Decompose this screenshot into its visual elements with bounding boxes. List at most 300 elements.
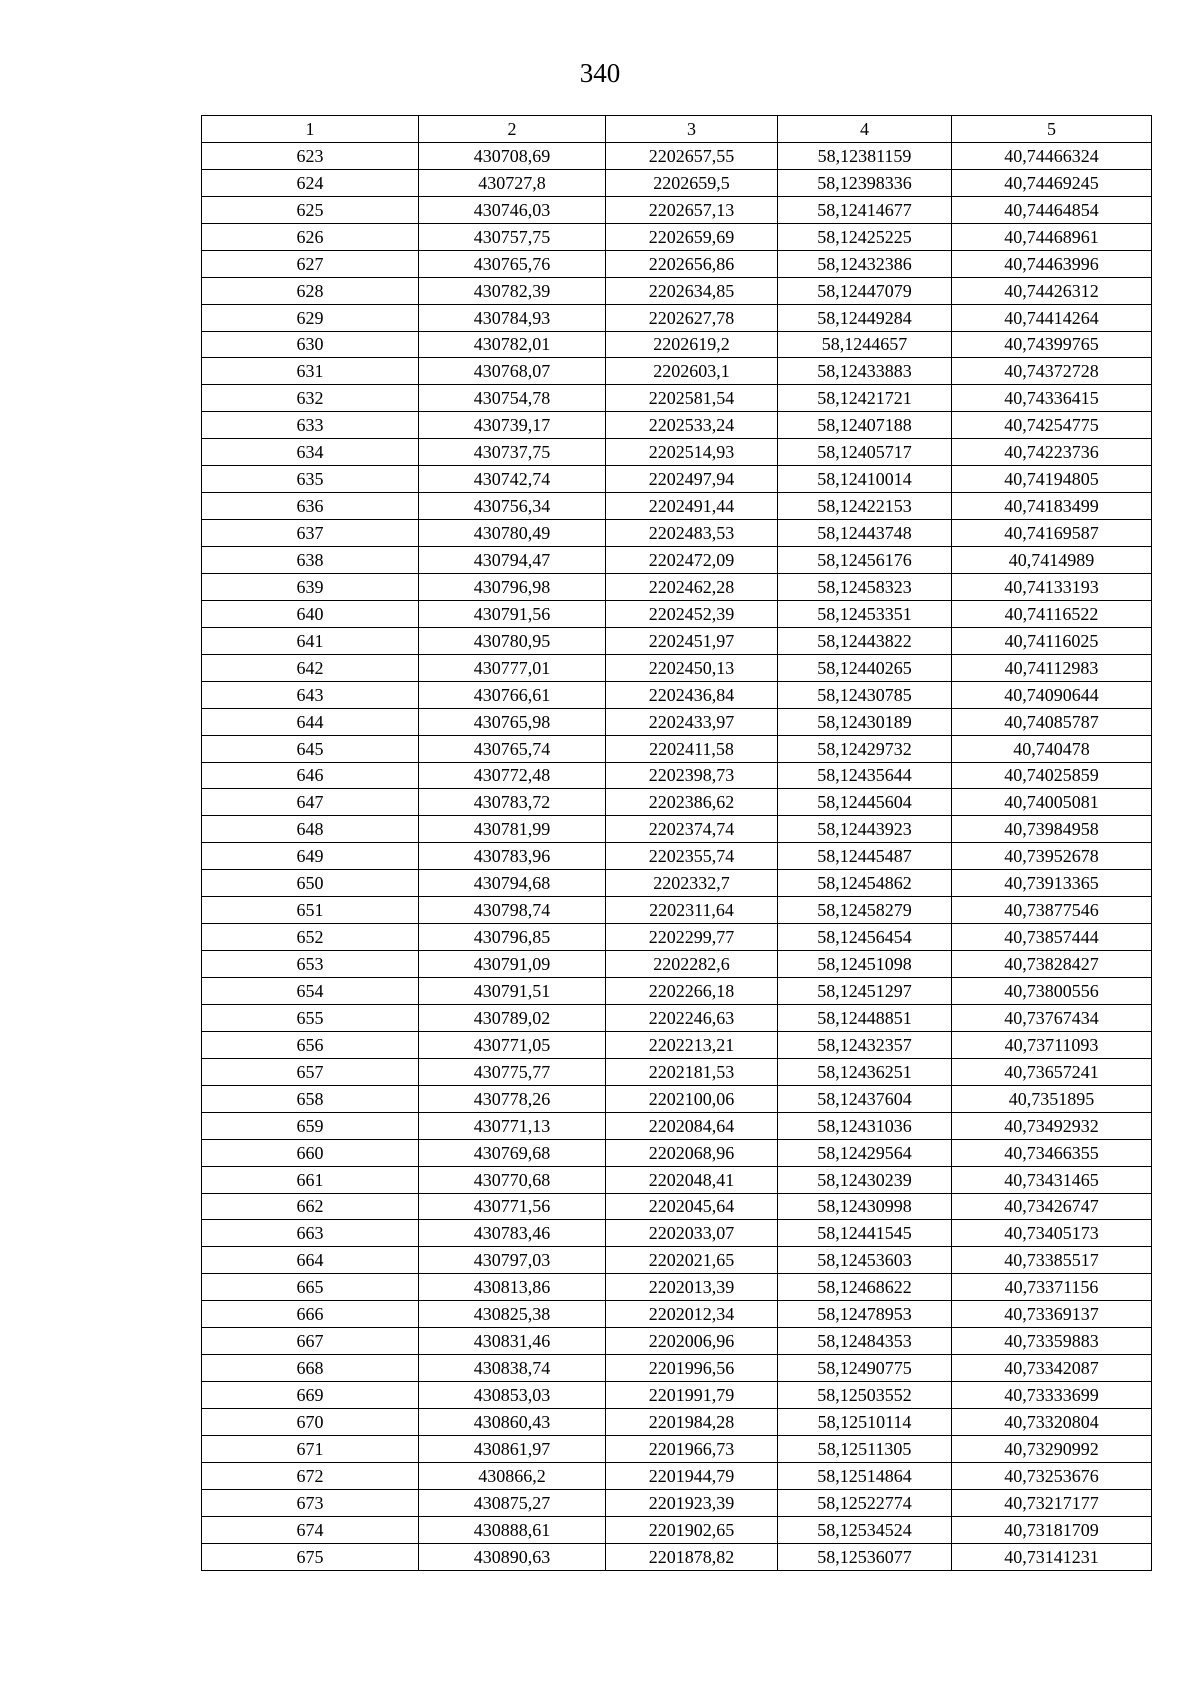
table-cell: 2202045,64 bbox=[606, 1193, 778, 1220]
header-cell-5: 5 bbox=[952, 116, 1152, 143]
table-cell: 2202246,63 bbox=[606, 1004, 778, 1031]
table-cell: 651 bbox=[202, 897, 419, 924]
table-cell: 645 bbox=[202, 735, 419, 762]
table-cell: 430789,02 bbox=[419, 1004, 606, 1031]
table-cell: 661 bbox=[202, 1166, 419, 1193]
table-cell: 627 bbox=[202, 250, 419, 277]
table-cell: 2202483,53 bbox=[606, 520, 778, 547]
table-row bbox=[202, 1139, 1152, 1166]
table-cell: 58,12405717 bbox=[778, 439, 952, 466]
table-cell: 40,73371156 bbox=[952, 1274, 1152, 1301]
table-cell: 430784,93 bbox=[419, 304, 606, 331]
table-cell: 58,12468622 bbox=[778, 1274, 952, 1301]
table-cell: 430737,75 bbox=[419, 439, 606, 466]
table-cell: 40,74426312 bbox=[952, 277, 1152, 304]
table-cell: 40,73320804 bbox=[952, 1409, 1152, 1436]
table-cell: 58,12425225 bbox=[778, 223, 952, 250]
table-cell: 659 bbox=[202, 1112, 419, 1139]
table-cell: 656 bbox=[202, 1031, 419, 1058]
table-cell: 430794,68 bbox=[419, 870, 606, 897]
table-cell: 58,12445604 bbox=[778, 789, 952, 816]
table-cell: 58,12398336 bbox=[778, 169, 952, 196]
table-cell: 633 bbox=[202, 412, 419, 439]
table-cell: 40,73359883 bbox=[952, 1328, 1152, 1355]
table-cell: 2202659,69 bbox=[606, 223, 778, 250]
table-cell: 430777,01 bbox=[419, 654, 606, 681]
table-cell: 2202472,09 bbox=[606, 547, 778, 574]
table-cell: 2202084,64 bbox=[606, 1112, 778, 1139]
table-cell: 658 bbox=[202, 1085, 419, 1112]
table-cell: 653 bbox=[202, 951, 419, 978]
table-cell: 40,74116025 bbox=[952, 627, 1152, 654]
table-cell: 58,12453351 bbox=[778, 600, 952, 627]
table-cell: 670 bbox=[202, 1409, 419, 1436]
table-cell: 430771,05 bbox=[419, 1031, 606, 1058]
table-cell: 638 bbox=[202, 547, 419, 574]
table-cell: 40,74090644 bbox=[952, 681, 1152, 708]
table-cell: 58,12448851 bbox=[778, 1004, 952, 1031]
table-cell: 2202659,5 bbox=[606, 169, 778, 196]
table-cell: 40,74336415 bbox=[952, 385, 1152, 412]
table-row bbox=[202, 951, 1152, 978]
table-cell: 58,12381159 bbox=[778, 142, 952, 169]
table-cell: 2201984,28 bbox=[606, 1409, 778, 1436]
table-cell: 40,73253676 bbox=[952, 1462, 1152, 1489]
table-cell: 430768,07 bbox=[419, 358, 606, 385]
table-cell: 2202656,86 bbox=[606, 250, 778, 277]
table-cell: 58,12440265 bbox=[778, 654, 952, 681]
table-row bbox=[202, 1382, 1152, 1409]
table-cell: 40,74414264 bbox=[952, 304, 1152, 331]
table-cell: 669 bbox=[202, 1382, 419, 1409]
table-cell: 40,73711093 bbox=[952, 1031, 1152, 1058]
table-cell: 626 bbox=[202, 223, 419, 250]
table-cell: 430797,03 bbox=[419, 1247, 606, 1274]
table-row bbox=[202, 843, 1152, 870]
table-cell: 40,73657241 bbox=[952, 1058, 1152, 1085]
table-row bbox=[202, 1328, 1152, 1355]
table-cell: 667 bbox=[202, 1328, 419, 1355]
table-cell: 2202181,53 bbox=[606, 1058, 778, 1085]
table-cell: 40,74112983 bbox=[952, 654, 1152, 681]
table-cell: 40,73877546 bbox=[952, 897, 1152, 924]
table-cell: 40,74399765 bbox=[952, 331, 1152, 358]
table-cell: 2202603,1 bbox=[606, 358, 778, 385]
table-cell: 40,73800556 bbox=[952, 978, 1152, 1005]
table-cell: 2202100,06 bbox=[606, 1085, 778, 1112]
table-cell: 58,12503552 bbox=[778, 1382, 952, 1409]
table-cell: 2202452,39 bbox=[606, 600, 778, 627]
table-cell: 58,12458279 bbox=[778, 897, 952, 924]
table-row bbox=[202, 1058, 1152, 1085]
table-cell: 40,73984958 bbox=[952, 816, 1152, 843]
table-cell: 671 bbox=[202, 1435, 419, 1462]
table-cell: 430746,03 bbox=[419, 196, 606, 223]
table-row bbox=[202, 1301, 1152, 1328]
table-row bbox=[202, 708, 1152, 735]
table-cell: 2202311,64 bbox=[606, 897, 778, 924]
table-cell: 58,12536077 bbox=[778, 1543, 952, 1570]
table-row bbox=[202, 573, 1152, 600]
table-cell: 430861,97 bbox=[419, 1435, 606, 1462]
table-cell: 430813,86 bbox=[419, 1274, 606, 1301]
table-cell: 58,12436251 bbox=[778, 1058, 952, 1085]
table-cell: 58,12447079 bbox=[778, 277, 952, 304]
table-cell: 430782,01 bbox=[419, 331, 606, 358]
table-cell: 655 bbox=[202, 1004, 419, 1031]
table-cell: 2202433,97 bbox=[606, 708, 778, 735]
table-cell: 2202068,96 bbox=[606, 1139, 778, 1166]
table-cell: 641 bbox=[202, 627, 419, 654]
table-cell: 2202634,85 bbox=[606, 277, 778, 304]
table-cell: 430838,74 bbox=[419, 1355, 606, 1382]
table-cell: 58,12430785 bbox=[778, 681, 952, 708]
table-cell: 2201944,79 bbox=[606, 1462, 778, 1489]
table-cell: 40,73492932 bbox=[952, 1112, 1152, 1139]
table-cell: 430853,03 bbox=[419, 1382, 606, 1409]
table-cell: 2202374,74 bbox=[606, 816, 778, 843]
table-row bbox=[202, 1247, 1152, 1274]
table-cell: 640 bbox=[202, 600, 419, 627]
table-cell: 58,12510114 bbox=[778, 1409, 952, 1436]
table-cell: 58,12433883 bbox=[778, 358, 952, 385]
table-cell: 2202033,07 bbox=[606, 1220, 778, 1247]
table-cell: 58,12445487 bbox=[778, 843, 952, 870]
table-cell: 58,12514864 bbox=[778, 1462, 952, 1489]
table-row bbox=[202, 1435, 1152, 1462]
table-cell: 40,74025859 bbox=[952, 762, 1152, 789]
table-cell: 58,12511305 bbox=[778, 1435, 952, 1462]
table-cell: 2201902,65 bbox=[606, 1516, 778, 1543]
table-cell: 430783,46 bbox=[419, 1220, 606, 1247]
table-cell: 2202514,93 bbox=[606, 439, 778, 466]
coordinates-table bbox=[201, 115, 1152, 1571]
table-cell: 630 bbox=[202, 331, 419, 358]
table-cell: 430798,74 bbox=[419, 897, 606, 924]
header-cell-1: 1 bbox=[202, 116, 419, 143]
table-cell: 40,7351895 bbox=[952, 1085, 1152, 1112]
table-cell: 58,12431036 bbox=[778, 1112, 952, 1139]
table-row bbox=[202, 466, 1152, 493]
table-cell: 2202619,2 bbox=[606, 331, 778, 358]
table-cell: 2201996,56 bbox=[606, 1355, 778, 1382]
table-row bbox=[202, 924, 1152, 951]
table-cell: 646 bbox=[202, 762, 419, 789]
table-cell: 40,74372728 bbox=[952, 358, 1152, 385]
table-cell: 2202436,84 bbox=[606, 681, 778, 708]
table-cell: 674 bbox=[202, 1516, 419, 1543]
header-cell-4: 4 bbox=[778, 116, 952, 143]
table-cell: 58,12410014 bbox=[778, 466, 952, 493]
table-cell: 430775,77 bbox=[419, 1058, 606, 1085]
table-cell: 40,74466324 bbox=[952, 142, 1152, 169]
table-cell: 40,73431465 bbox=[952, 1166, 1152, 1193]
table-cell: 2202398,73 bbox=[606, 762, 778, 789]
table-cell: 58,12458323 bbox=[778, 573, 952, 600]
header-row bbox=[202, 116, 1152, 143]
table-row bbox=[202, 439, 1152, 466]
table-cell: 40,73217177 bbox=[952, 1489, 1152, 1516]
table-cell: 631 bbox=[202, 358, 419, 385]
table-cell: 2202627,78 bbox=[606, 304, 778, 331]
table-cell: 58,12484353 bbox=[778, 1328, 952, 1355]
table-cell: 58,12414677 bbox=[778, 196, 952, 223]
table-cell: 629 bbox=[202, 304, 419, 331]
table-cell: 660 bbox=[202, 1139, 419, 1166]
table-row bbox=[202, 654, 1152, 681]
table-cell: 642 bbox=[202, 654, 419, 681]
table-cell: 40,73405173 bbox=[952, 1220, 1152, 1247]
table-cell: 2202451,97 bbox=[606, 627, 778, 654]
table-cell: 2202213,21 bbox=[606, 1031, 778, 1058]
table-cell: 664 bbox=[202, 1247, 419, 1274]
table-cell: 648 bbox=[202, 816, 419, 843]
table-row bbox=[202, 385, 1152, 412]
table-cell: 40,73952678 bbox=[952, 843, 1152, 870]
table-cell: 662 bbox=[202, 1193, 419, 1220]
table-cell: 40,73290992 bbox=[952, 1435, 1152, 1462]
table-cell: 40,74005081 bbox=[952, 789, 1152, 816]
table-cell: 430796,85 bbox=[419, 924, 606, 951]
table-cell: 58,12534524 bbox=[778, 1516, 952, 1543]
table-row bbox=[202, 1166, 1152, 1193]
table-cell: 430796,98 bbox=[419, 573, 606, 600]
table-row bbox=[202, 1409, 1152, 1436]
table-cell: 430783,72 bbox=[419, 789, 606, 816]
table-cell: 58,12441545 bbox=[778, 1220, 952, 1247]
table-row bbox=[202, 1274, 1152, 1301]
table-cell: 58,1244657 bbox=[778, 331, 952, 358]
table-cell: 2202006,96 bbox=[606, 1328, 778, 1355]
table-cell: 58,12451297 bbox=[778, 978, 952, 1005]
table-row bbox=[202, 1516, 1152, 1543]
table-row bbox=[202, 493, 1152, 520]
table-cell: 430771,56 bbox=[419, 1193, 606, 1220]
table-cell: 58,12407188 bbox=[778, 412, 952, 439]
table-cell: 430780,95 bbox=[419, 627, 606, 654]
table-cell: 650 bbox=[202, 870, 419, 897]
table-cell: 623 bbox=[202, 142, 419, 169]
table-cell: 40,740478 bbox=[952, 735, 1152, 762]
table-cell: 430727,8 bbox=[419, 169, 606, 196]
table-row bbox=[202, 789, 1152, 816]
table-cell: 40,74085787 bbox=[952, 708, 1152, 735]
table-row bbox=[202, 735, 1152, 762]
table-cell: 58,12454862 bbox=[778, 870, 952, 897]
table-cell: 430783,96 bbox=[419, 843, 606, 870]
table-cell: 2202386,62 bbox=[606, 789, 778, 816]
table-cell: 2202048,41 bbox=[606, 1166, 778, 1193]
table-row bbox=[202, 142, 1152, 169]
table-cell: 2202491,44 bbox=[606, 493, 778, 520]
table-cell: 2202533,24 bbox=[606, 412, 778, 439]
table-cell: 430794,47 bbox=[419, 547, 606, 574]
table-row bbox=[202, 1085, 1152, 1112]
table-cell: 58,12429564 bbox=[778, 1139, 952, 1166]
table-cell: 430742,74 bbox=[419, 466, 606, 493]
table-cell: 40,73385517 bbox=[952, 1247, 1152, 1274]
table-body bbox=[202, 142, 1152, 1570]
table-cell: 665 bbox=[202, 1274, 419, 1301]
table-cell: 40,73141231 bbox=[952, 1543, 1152, 1570]
table-row bbox=[202, 1004, 1152, 1031]
table-cell: 668 bbox=[202, 1355, 419, 1382]
table-cell: 2202355,74 bbox=[606, 843, 778, 870]
table-row bbox=[202, 520, 1152, 547]
table-row bbox=[202, 304, 1152, 331]
table-cell: 2202012,34 bbox=[606, 1301, 778, 1328]
table-cell: 2202266,18 bbox=[606, 978, 778, 1005]
table-cell: 644 bbox=[202, 708, 419, 735]
table-cell: 2202581,54 bbox=[606, 385, 778, 412]
table-cell: 663 bbox=[202, 1220, 419, 1247]
table-row bbox=[202, 897, 1152, 924]
table-cell: 40,7414989 bbox=[952, 547, 1152, 574]
table-cell: 58,12456176 bbox=[778, 547, 952, 574]
table-cell: 40,73426747 bbox=[952, 1193, 1152, 1220]
table-cell: 675 bbox=[202, 1543, 419, 1570]
table-cell: 430825,38 bbox=[419, 1301, 606, 1328]
table-cell: 2202462,28 bbox=[606, 573, 778, 600]
table-cell: 647 bbox=[202, 789, 419, 816]
table-cell: 654 bbox=[202, 978, 419, 1005]
table-cell: 2202282,6 bbox=[606, 951, 778, 978]
table-cell: 40,73857444 bbox=[952, 924, 1152, 951]
table-cell: 58,12430998 bbox=[778, 1193, 952, 1220]
table-cell: 430766,61 bbox=[419, 681, 606, 708]
table-cell: 430831,46 bbox=[419, 1328, 606, 1355]
table-row bbox=[202, 250, 1152, 277]
table-row bbox=[202, 196, 1152, 223]
table-row bbox=[202, 169, 1152, 196]
table-cell: 430888,61 bbox=[419, 1516, 606, 1543]
table-cell: 649 bbox=[202, 843, 419, 870]
table-cell: 625 bbox=[202, 196, 419, 223]
table-cell: 643 bbox=[202, 681, 419, 708]
table-cell: 40,74463996 bbox=[952, 250, 1152, 277]
table-row bbox=[202, 1462, 1152, 1489]
table-cell: 58,12435644 bbox=[778, 762, 952, 789]
table-cell: 430778,26 bbox=[419, 1085, 606, 1112]
table-row bbox=[202, 978, 1152, 1005]
table-cell: 58,12432386 bbox=[778, 250, 952, 277]
table-cell: 40,73466355 bbox=[952, 1139, 1152, 1166]
table-cell: 40,74116522 bbox=[952, 600, 1152, 627]
table-row bbox=[202, 1220, 1152, 1247]
table-cell: 40,73828427 bbox=[952, 951, 1152, 978]
table-cell: 2201991,79 bbox=[606, 1382, 778, 1409]
table-cell: 58,12443822 bbox=[778, 627, 952, 654]
table-cell: 2202497,94 bbox=[606, 466, 778, 493]
table-cell: 58,12453603 bbox=[778, 1247, 952, 1274]
table-cell: 673 bbox=[202, 1489, 419, 1516]
table-cell: 58,12422153 bbox=[778, 493, 952, 520]
table-cell: 58,12430189 bbox=[778, 708, 952, 735]
table-cell: 636 bbox=[202, 493, 419, 520]
table-cell: 672 bbox=[202, 1462, 419, 1489]
table-cell: 40,73342087 bbox=[952, 1355, 1152, 1382]
table-cell: 657 bbox=[202, 1058, 419, 1085]
table-cell: 430791,51 bbox=[419, 978, 606, 1005]
table-cell: 40,74254775 bbox=[952, 412, 1152, 439]
table-row bbox=[202, 1543, 1152, 1570]
table-cell: 2201966,73 bbox=[606, 1435, 778, 1462]
table-cell: 40,74469245 bbox=[952, 169, 1152, 196]
table-cell: 430756,34 bbox=[419, 493, 606, 520]
table-row bbox=[202, 223, 1152, 250]
table-cell: 430782,39 bbox=[419, 277, 606, 304]
table-cell: 430890,63 bbox=[419, 1543, 606, 1570]
table-cell: 58,12443923 bbox=[778, 816, 952, 843]
table-cell: 430780,49 bbox=[419, 520, 606, 547]
table-cell: 2202021,65 bbox=[606, 1247, 778, 1274]
table-cell: 58,12522774 bbox=[778, 1489, 952, 1516]
page-number: 340 bbox=[579, 58, 621, 88]
table-cell: 430781,99 bbox=[419, 816, 606, 843]
table-cell: 58,12437604 bbox=[778, 1085, 952, 1112]
table-cell: 430765,74 bbox=[419, 735, 606, 762]
table-cell: 430765,76 bbox=[419, 250, 606, 277]
table-cell: 2201878,82 bbox=[606, 1543, 778, 1570]
table-cell: 430765,98 bbox=[419, 708, 606, 735]
table-cell: 40,74194805 bbox=[952, 466, 1152, 493]
table-row bbox=[202, 1031, 1152, 1058]
table-cell: 40,74183499 bbox=[952, 493, 1152, 520]
table-cell: 40,73767434 bbox=[952, 1004, 1152, 1031]
table-row bbox=[202, 1355, 1152, 1382]
table-cell: 2202657,13 bbox=[606, 196, 778, 223]
table-cell: 628 bbox=[202, 277, 419, 304]
table-cell: 639 bbox=[202, 573, 419, 600]
table-cell: 430860,43 bbox=[419, 1409, 606, 1436]
table-cell: 2202450,13 bbox=[606, 654, 778, 681]
table-cell: 40,74223736 bbox=[952, 439, 1152, 466]
table-cell: 2202299,77 bbox=[606, 924, 778, 951]
table-cell: 40,73333699 bbox=[952, 1382, 1152, 1409]
table-cell: 430757,75 bbox=[419, 223, 606, 250]
table-cell: 58,12421721 bbox=[778, 385, 952, 412]
table-cell: 58,12430239 bbox=[778, 1166, 952, 1193]
table-row bbox=[202, 762, 1152, 789]
table-cell: 430754,78 bbox=[419, 385, 606, 412]
table-cell: 58,12478953 bbox=[778, 1301, 952, 1328]
table-row bbox=[202, 870, 1152, 897]
table-cell: 2202332,7 bbox=[606, 870, 778, 897]
table-cell: 430739,17 bbox=[419, 412, 606, 439]
table-cell: 430770,68 bbox=[419, 1166, 606, 1193]
table-cell: 58,12490775 bbox=[778, 1355, 952, 1382]
table-cell: 58,12451098 bbox=[778, 951, 952, 978]
table-cell: 40,74468961 bbox=[952, 223, 1152, 250]
table-cell: 2202657,55 bbox=[606, 142, 778, 169]
table-cell: 58,12449284 bbox=[778, 304, 952, 331]
table-cell: 624 bbox=[202, 169, 419, 196]
table-row bbox=[202, 1489, 1152, 1516]
table-cell: 652 bbox=[202, 924, 419, 951]
table-cell: 58,12432357 bbox=[778, 1031, 952, 1058]
table-cell: 430771,13 bbox=[419, 1112, 606, 1139]
table-row bbox=[202, 1112, 1152, 1139]
table-cell: 40,74133193 bbox=[952, 573, 1152, 600]
table-cell: 430791,56 bbox=[419, 600, 606, 627]
table-cell: 40,73913365 bbox=[952, 870, 1152, 897]
table-row bbox=[202, 627, 1152, 654]
table-cell: 40,74169587 bbox=[952, 520, 1152, 547]
table-cell: 2201923,39 bbox=[606, 1489, 778, 1516]
table-row bbox=[202, 412, 1152, 439]
table-cell: 632 bbox=[202, 385, 419, 412]
table-cell: 40,74464854 bbox=[952, 196, 1152, 223]
